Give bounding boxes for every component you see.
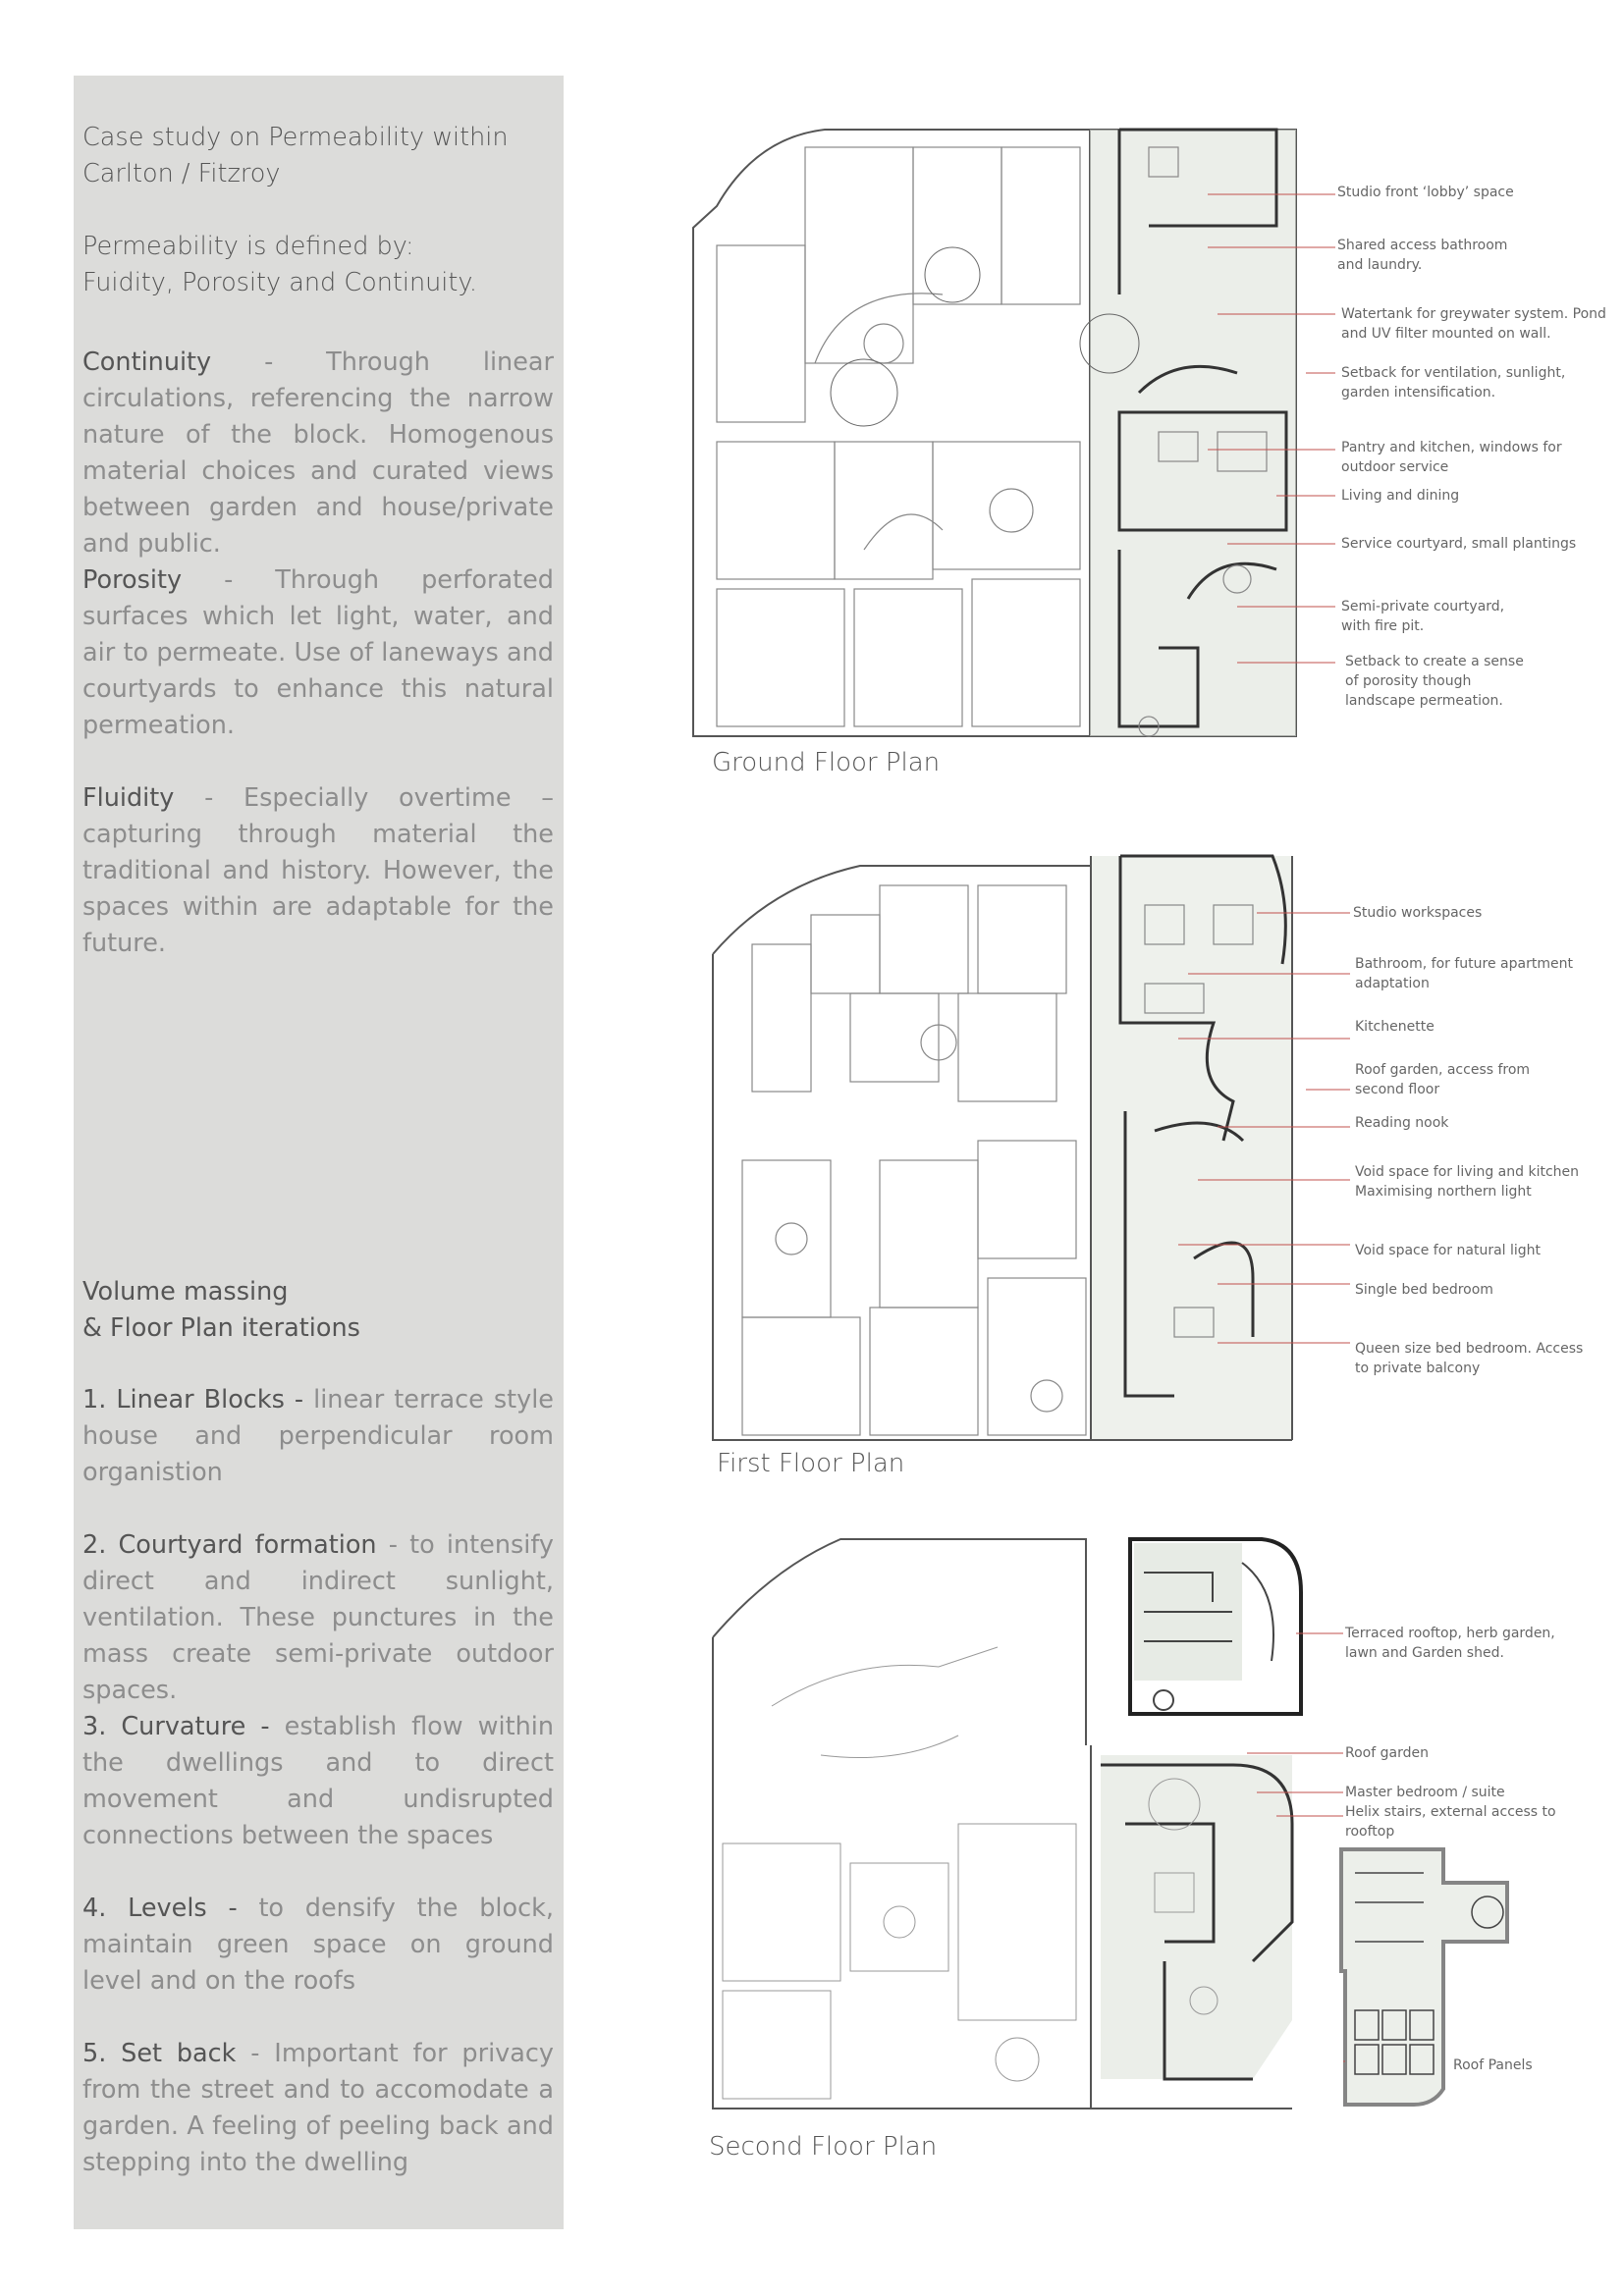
- second-leader-lines: [1237, 1620, 1345, 2071]
- continuity-body: - Through linear circulations, referencing the narrow nature of the block. Homogenous material choices and curated views between garden and house/private and public.: [82, 347, 554, 559]
- fluidity-heading: Fluidity: [82, 783, 175, 813]
- ground-label-semi-private: Semi-private courtyard, with fire pit.: [1341, 599, 1505, 634]
- definition-line-1: Permeability is defined by:: [82, 232, 414, 261]
- iteration-4-body: to densify the block, maintain green space on ground level and on the roofs: [82, 1894, 554, 1996]
- first-label-roof-garden: Roof garden, access from second floor: [1355, 1062, 1531, 1097]
- iteration-5: [82, 2036, 554, 2181]
- title-line-2: Carlton / Fitzroy: [82, 159, 281, 188]
- first-label-void-light: Void space for natural light: [1355, 1243, 1542, 1258]
- ground-label-bathroom: Shared access bathroom and laundry.: [1337, 238, 1508, 273]
- second-label-master-bedroom: Master bedroom / suite: [1345, 1785, 1505, 1800]
- iteration-1-body: linear terrace style house and perpendicular room organistion: [82, 1385, 554, 1487]
- definition: [82, 229, 554, 301]
- first-floor-title: First Floor Plan: [717, 1449, 905, 1478]
- iteration-3-heading: 3. Curvature -: [82, 1712, 285, 1741]
- ground-label-lobby: Studio front ‘lobby’ space: [1337, 185, 1514, 200]
- fluidity-body: - Especially overtime – capturing through material the traditional and history. However, the spaces within are adaptable for the future.: [82, 783, 554, 958]
- iteration-5-heading: 5. Set back: [82, 2039, 237, 2068]
- ground-label-watertank: Watertank for greywater system. Pond and UV filter mounted on wall.: [1341, 306, 1606, 342]
- first-label-kitchenette: Kitchenette: [1355, 1019, 1435, 1035]
- iteration-4: [82, 1891, 554, 2000]
- second-label-terraced: Terraced rooftop, herb garden, lawn and Garden shed.: [1345, 1626, 1555, 1661]
- iteration-2-body: - to intensify direct and indirect sunlight, ventilation. These punctures in the mass create semi-private outdoor spaces.: [82, 1530, 554, 1705]
- case-study-title: [82, 120, 554, 192]
- first-label-studio: Studio workspaces: [1353, 905, 1483, 921]
- ground-leader-lines: [1149, 177, 1345, 726]
- volume-massing-heading: [82, 1274, 554, 1347]
- second-floor-title: Second Floor Plan: [709, 2132, 938, 2162]
- iteration-3-body: establish flow within the dwellings and to direct movement and undisrupted connections between the spaces: [82, 1712, 554, 1850]
- iteration-1-heading: 1. Linear Blocks -: [82, 1385, 314, 1415]
- ground-label-service-courtyard: Service courtyard, small plantings: [1341, 536, 1577, 552]
- second-label-helix-stairs: Helix stairs, external access to rooftop: [1345, 1804, 1556, 1840]
- porosity-heading: Porosity: [82, 565, 183, 595]
- continuity-heading: Continuity: [82, 347, 212, 377]
- volume-line-1: Volume massing: [82, 1277, 289, 1307]
- first-label-bathroom: Bathroom, for future apartment adaptation: [1355, 956, 1573, 991]
- title-line-1: Case study on Permeability within: [82, 123, 509, 152]
- ground-label-pantry: Pantry and kitchen, windows for outdoor service: [1341, 440, 1562, 475]
- volume-line-2: & Floor Plan iterations: [82, 1313, 360, 1343]
- fluidity-paragraph: [82, 780, 554, 962]
- first-label-single-bed: Single bed bedroom: [1355, 1282, 1493, 1298]
- ground-label-setback: Setback for ventilation, sunlight, garden intensification.: [1341, 365, 1566, 400]
- ground-label-porosity-setback: Setback to create a sense of porosity though landscape permeation.: [1345, 654, 1524, 709]
- iteration-2: [82, 1527, 554, 1709]
- first-leader-lines: [1159, 903, 1355, 1374]
- porosity-paragraph: [82, 562, 554, 744]
- second-label-roof-garden: Roof garden: [1345, 1745, 1429, 1761]
- ground-label-living: Living and dining: [1341, 488, 1460, 504]
- iteration-3: [82, 1709, 554, 1854]
- iteration-4-heading: 4. Levels -: [82, 1894, 259, 1923]
- porosity-body: - Through perforated surfaces which let light, water, and air to permeate. Use of laneways and courtyards to enhance this natural permeation.: [82, 565, 554, 740]
- first-label-queen-bed: Queen size bed bedroom. Access to private balcony: [1355, 1341, 1584, 1376]
- iteration-2-heading: 2. Courtyard formation: [82, 1530, 377, 1560]
- continuity-paragraph: [82, 345, 554, 562]
- iteration-5-body: - Important for privacy from the street and to accomodate a garden. A feeling of peeling back and stepping into the dwelling: [82, 2039, 555, 2177]
- first-label-reading-nook: Reading nook: [1355, 1115, 1449, 1131]
- definition-line-2: Fuidity, Porosity and Continuity.: [82, 268, 477, 297]
- ground-floor-title: Ground Floor Plan: [712, 748, 941, 777]
- second-label-roof-panels: Roof Panels: [1453, 2057, 1533, 2073]
- iteration-1: [82, 1382, 554, 1491]
- first-label-void-living: Void space for living and kitchen Maximising northern light: [1355, 1164, 1579, 1200]
